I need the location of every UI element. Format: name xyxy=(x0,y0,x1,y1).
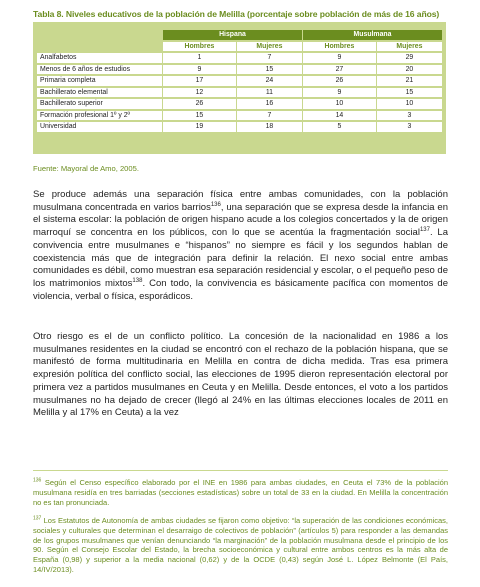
table-title: Tabla 8. Niveles educativos de la población de Melilla (porcentaje sobre población de más de 16 años) xyxy=(33,9,440,19)
sub-header-mujeres: Mujeres xyxy=(237,42,302,52)
cell-musulmana-hombres: 9 xyxy=(303,88,376,98)
cell-hispana-hombres: 19 xyxy=(163,122,236,132)
row-label: Analfabetos xyxy=(37,53,162,63)
cell-hispana-hombres: 17 xyxy=(163,76,236,86)
paragraph-text: . Con todo, la convivencia es básicamente pacífica con momentos de violencia, verbal o física, esporádicos. xyxy=(33,277,448,302)
cell-hispana-hombres: 9 xyxy=(163,65,236,75)
paragraph-text: , una separación que se expresa desde la infancia en el sistema escolar: la población de origen hispano acude a los colegios concertados y la de origen marroquí se concentra en los públicos, con lo que se acentúa la fragmentación social xyxy=(33,201,448,239)
cell-musulmana-mujeres: 21 xyxy=(377,76,442,86)
education-table xyxy=(36,28,443,134)
cell-hispana-mujeres: 18 xyxy=(237,122,302,132)
cell-musulmana-mujeres: 29 xyxy=(377,53,442,63)
table-row xyxy=(37,65,442,75)
table-row xyxy=(37,99,442,109)
table-row xyxy=(37,111,442,121)
group-header-musulmana: Musulmana xyxy=(303,30,442,40)
table-source: Fuente: Mayoral de Amo, 2005. xyxy=(33,164,139,173)
footnote-ref: 137 xyxy=(419,226,430,233)
footnote xyxy=(33,516,448,575)
row-label: Primaria completa xyxy=(37,76,162,86)
footnote-text: Los Estatutos de Autonomía de ambas ciudades se fijaron como objetivo: “la superación de las condiciones económicas, sociales y culturales que determinan el desarraigo de colectivos de población” (artículos 5) para responder a las demandas de los grupos musulmanes que venían denunciando “la marginación” de la población musulmana desde el principio de los 90. Según el Consejo Escolar del Estado, la brecha socioeconómica y cultural entre ambos centros es la más alta de España (0,98) y superior a la media nacional (0,62) y de la OCDE (0,43) según José L. López Belmonte (El País, 14/IV/2013). xyxy=(33,516,448,574)
footnote-text: Según el Censo específico elaborado por el INE en 1986 para ambas ciudades, en Ceuta el 73% de la población musulmana residía en tres barriadas (secciones estadísticas) sobre un total de 33 en la ciudad. En Melilla la concentración no es tan pronunciada. xyxy=(33,478,448,507)
table-row xyxy=(37,122,442,132)
table-row xyxy=(37,53,442,63)
cell-musulmana-hombres: 26 xyxy=(303,76,376,86)
body-paragraph: Otro riesgo es el de un conflicto político. La concesión de la nacionalidad en 1986 a los musulmanes residentes en la ciudad se encontró con el rechazo de la población hispana, que se manifestó de forma multitudinaria en Melilla en contra de dicha medida. Tras esa primera expresión política del conflicto social, las elecciones de 1995 dieron representación electoral por primera vez a partidos musulmanes en Ceuta y en Melilla. Desde entonces, el voto a los partidos musulmanes no ha dejado de crecer (llegó al 24% en las últimas elecciones locales de 2011 en Melilla y al 17% en Ceuta) a la vez xyxy=(33,331,448,419)
table-row xyxy=(37,76,442,86)
cell-hispana-hombres: 26 xyxy=(163,99,236,109)
cell-musulmana-mujeres: 15 xyxy=(377,88,442,98)
sub-header-mujeres: Mujeres xyxy=(377,42,442,52)
cell-hispana-mujeres: 24 xyxy=(237,76,302,86)
cell-musulmana-hombres: 10 xyxy=(303,99,376,109)
row-label: Bachillerato superior xyxy=(37,99,162,109)
paragraph-text: . La convivencia entre musulmanes e “hispanos” no siempre es fácil y los segundos hablan de coexistencia más que de integración para definir la relación. El nexo social entre ambas comunidades es débil, como muestran esa separación residencial y escolar, o el pequeño peso de los matrimonios mixtos xyxy=(33,227,448,289)
row-label: Universidad xyxy=(37,122,162,132)
cell-musulmana-hombres: 14 xyxy=(303,111,376,121)
table-corner-cell xyxy=(37,42,162,52)
footnote-ref: 136 xyxy=(210,201,221,208)
footnote xyxy=(33,478,448,507)
paragraph-text: Se produce además una separación física entre ambas comunidades, con la población musulmana concentrada en varios barrios xyxy=(33,189,448,213)
cell-musulmana-mujeres: 10 xyxy=(377,99,442,109)
row-label: Bachillerato elemental xyxy=(37,88,162,98)
table-corner-cell xyxy=(37,30,162,40)
row-label: Formación profesional 1º y 2º xyxy=(37,111,162,121)
cell-hispana-mujeres: 15 xyxy=(237,65,302,75)
table-row xyxy=(37,88,442,98)
cell-hispana-mujeres: 7 xyxy=(237,53,302,63)
cell-musulmana-mujeres: 20 xyxy=(377,65,442,75)
cell-musulmana-mujeres: 3 xyxy=(377,111,442,121)
footnote-ref: 138 xyxy=(132,277,143,284)
cell-musulmana-hombres: 5 xyxy=(303,122,376,132)
cell-musulmana-hombres: 27 xyxy=(303,65,376,75)
cell-hispana-hombres: 1 xyxy=(163,53,236,63)
cell-hispana-mujeres: 7 xyxy=(237,111,302,121)
footnote-number: 136 xyxy=(33,477,42,484)
sub-header-hombres: Hombres xyxy=(303,42,376,52)
cell-musulmana-mujeres: 3 xyxy=(377,122,442,132)
table-group-header-row xyxy=(37,30,442,40)
cell-hispana-mujeres: 11 xyxy=(237,88,302,98)
footnote-number: 137 xyxy=(33,515,42,522)
group-header-hispana: Hispana xyxy=(163,30,302,40)
cell-musulmana-hombres: 9 xyxy=(303,53,376,63)
row-label: Menos de 6 años de estudios xyxy=(37,65,162,75)
cell-hispana-mujeres: 16 xyxy=(237,99,302,109)
footnote-divider xyxy=(33,470,448,471)
table-sub-header-row xyxy=(37,42,442,52)
sub-header-hombres: Hombres xyxy=(163,42,236,52)
cell-hispana-hombres: 15 xyxy=(163,111,236,121)
body-paragraph xyxy=(33,189,448,303)
cell-hispana-hombres: 12 xyxy=(163,88,236,98)
